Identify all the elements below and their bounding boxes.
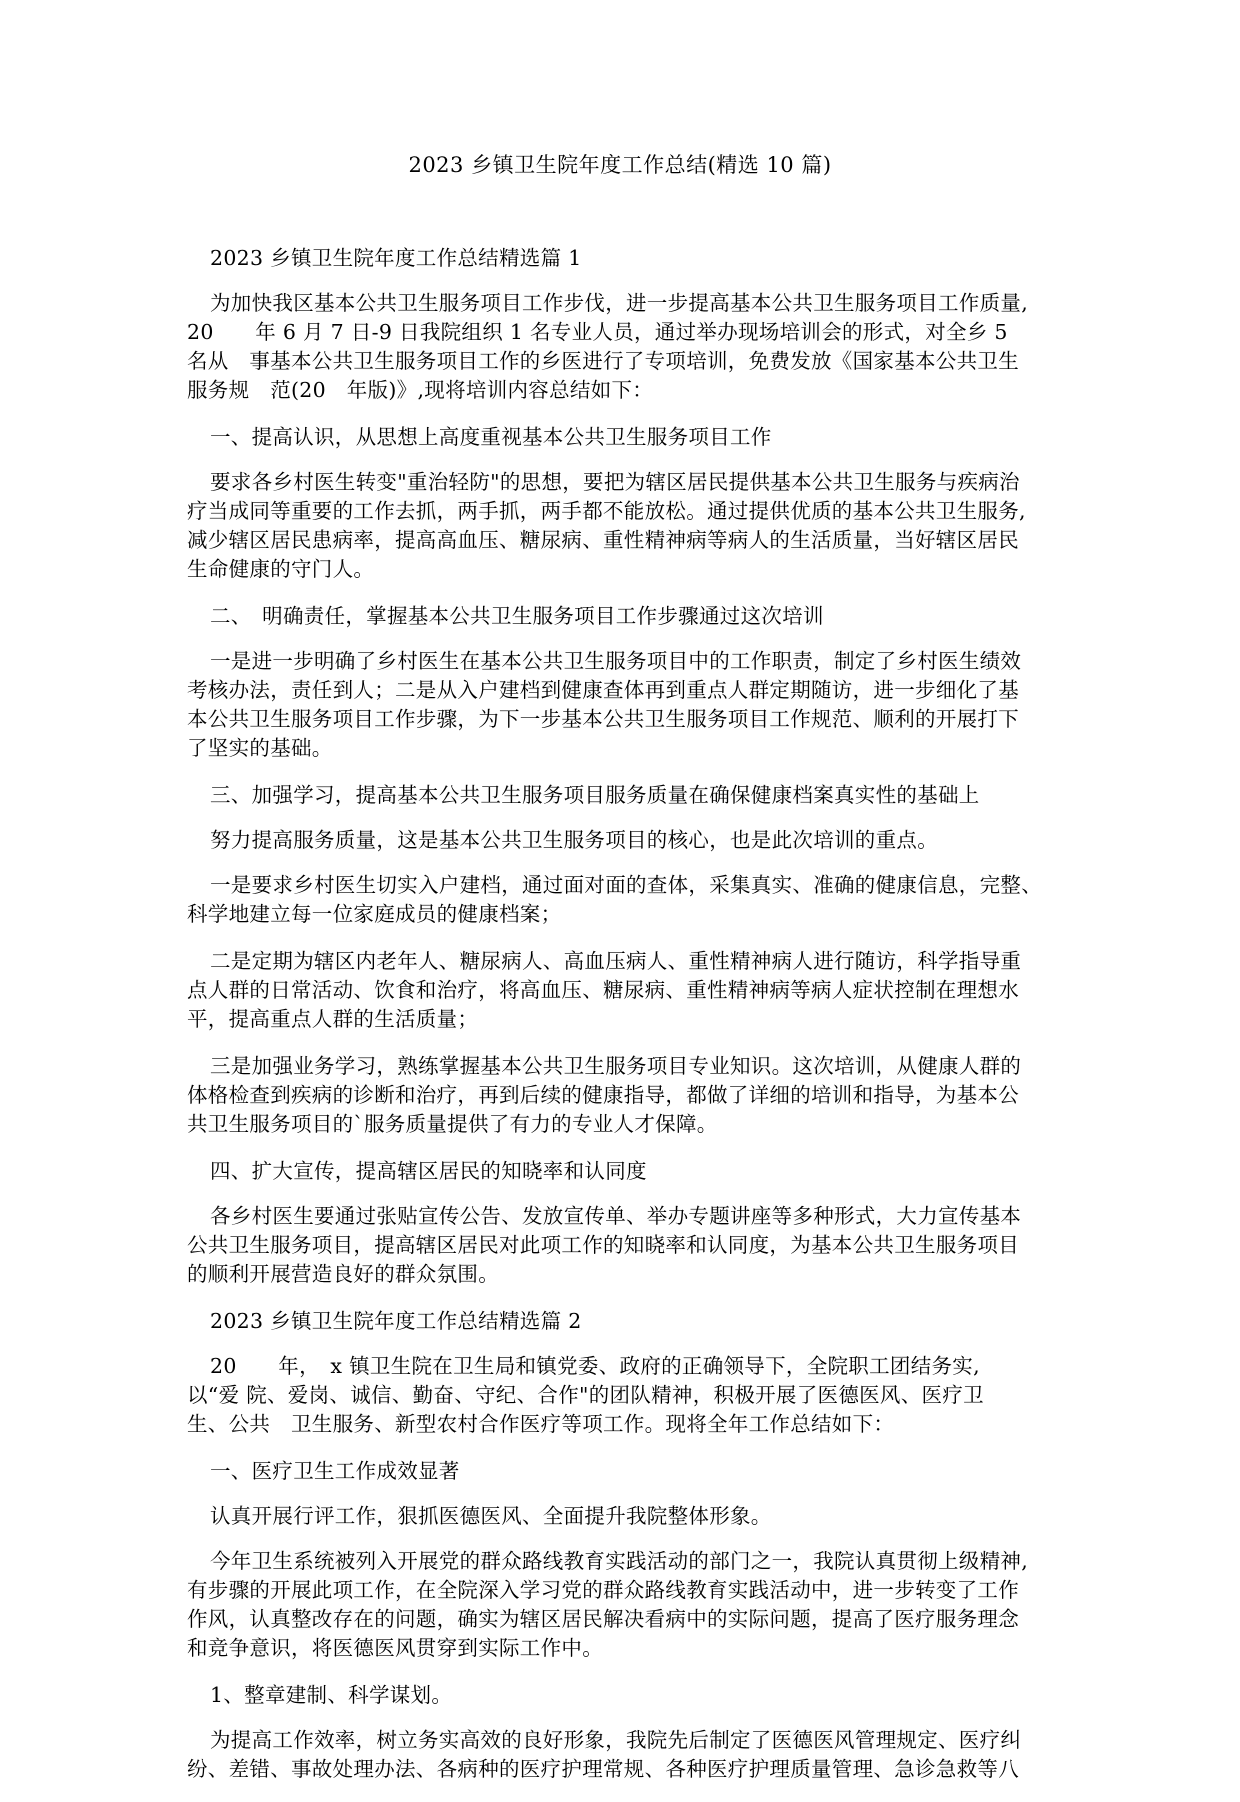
text-line: 公共卫生服务项目，提高辖区居民对此项工作的知晓率和认同度，为基本公共卫生服务项目 — [187, 1233, 1019, 1257]
text-line: 努力提高服务质量，这是基本公共卫生服务项目的核心，也是此次培训的重点。 — [210, 828, 938, 852]
paragraph — [187, 647, 1052, 763]
section-heading — [187, 244, 1052, 273]
text-line: 共卫生服务项目的`服务质量提供了有力的专业人才保障。 — [187, 1112, 718, 1136]
text-line: 体格检查到疾病的诊断和治疗，再到后续的健康指导，都做了详细的培训和指导，为基本公 — [187, 1083, 1019, 1107]
paragraph — [187, 1352, 1052, 1439]
text-line: 疗当成同等重要的工作去抓，两手抓，两手都不能放松。通过提供优质的基本公共卫生服务, — [187, 499, 1026, 523]
text-line: 一是进一步明确了乡村医生在基本公共卫生服务项目中的工作职责，制定了乡村医生绩效 — [210, 649, 1022, 673]
text-line: 平，提高重点人群的生活质量； — [187, 1007, 479, 1031]
text-line: 名从 事基本公共卫生服务项目工作的乡医进行了专项培训，免费发放《国家基本公共卫生 — [187, 349, 1019, 373]
text-line: 科学地建立每一位家庭成员的健康档案； — [187, 902, 562, 926]
text-line: 四、扩大宣传，提高辖区居民的知晓率和认同度 — [210, 1159, 647, 1183]
text-line: 2023 乡镇卫生院年度工作总结精选篇 1 — [210, 246, 582, 270]
paragraph — [187, 1726, 1052, 1784]
document-body — [187, 244, 1052, 1802]
text-line: 今年卫生系统被列入开展党的群众路线教育实践活动的部门之一，我院认真贯彻上级精神, — [210, 1549, 1029, 1573]
text-line: 有步骤的开展此项工作，在全院深入学习党的群众路线教育实践活动中，进一步转变了工作 — [187, 1578, 1019, 1602]
paragraph — [187, 1547, 1052, 1663]
section-heading — [187, 1457, 1052, 1486]
text-line: 20 年 6 月 7 日-9 日我院组织 1 名专业人员，通过举办现场培训会的形式，对全乡 5 — [187, 320, 1008, 344]
text-line: 生命健康的守门人。 — [187, 557, 375, 581]
section-heading — [187, 602, 1052, 631]
text-line: 本公共卫生服务项目工作步骤，为下一步基本公共卫生服务项目工作规范、顺利的开展打下 — [187, 707, 1019, 731]
section-heading — [187, 1681, 1052, 1710]
paragraph — [187, 289, 1052, 405]
text-line: 三是加强业务学习，熟练掌握基本公共卫生服务项目专业知识。这次培训，从健康人群的 — [210, 1054, 1022, 1078]
text-line: 各乡村医生要通过张贴宣传公告、发放宣传单、举办专题讲座等多种形式，大力宣传基本 — [210, 1204, 1022, 1228]
text-line: 为提高工作效率，树立务实高效的良好形象，我院先后制定了医德医风管理规定、医疗纠 — [210, 1728, 1022, 1752]
text-line: 的顺利开展营造良好的群众氛围。 — [187, 1262, 499, 1286]
section-heading — [187, 1157, 1052, 1186]
paragraph — [187, 871, 1052, 929]
text-line: 一、提高认识，从思想上高度重视基本公共卫生服务项目工作 — [210, 425, 772, 449]
paragraph — [187, 1202, 1052, 1289]
paragraph — [187, 1052, 1052, 1139]
text-line: 2023 乡镇卫生院年度工作总结精选篇 2 — [210, 1309, 582, 1333]
section-heading — [187, 826, 1052, 855]
text-line: 二是定期为辖区内老年人、糖尿病人、高血压病人、重性精神病人进行随访，科学指导重 — [210, 949, 1022, 973]
text-line: 1、整章建制、科学谋划。 — [210, 1683, 453, 1707]
text-line: 20 年， x 镇卫生院在卫生局和镇党委、政府的正确领导下，全院职工团结务实, — [210, 1354, 980, 1378]
text-line: 考核办法，责任到人；二是从入户建档到健康查体再到重点人群定期随访，进一步细化了基 — [187, 678, 1019, 702]
text-line: 二、 明确责任，掌握基本公共卫生服务项目工作步骤通过这次培训 — [210, 604, 824, 628]
section-heading — [187, 1502, 1052, 1531]
text-line: 三、加强学习，提高基本公共卫生服务项目服务质量在确保健康档案真实性的基础上 — [210, 783, 980, 807]
text-line: 一是要求乡村医生切实入户建档，通过面对面的查体，采集真实、准确的健康信息，完整、 — [210, 873, 1042, 897]
paragraph — [187, 468, 1052, 584]
text-line: 服务规 范(20 年版)》,现将培训内容总结如下： — [187, 378, 654, 402]
text-line: 生、公共 卫生服务、新型农村合作医疗等项工作。现将全年工作总结如下： — [187, 1412, 895, 1436]
text-line: 一、医疗卫生工作成效显著 — [210, 1459, 460, 1483]
text-line: 和竞争意识，将医德医风贯穿到实际工作中。 — [187, 1636, 603, 1660]
paragraph — [187, 947, 1052, 1034]
text-line: 了坚实的基础。 — [187, 736, 333, 760]
text-line: 减少辖区居民患病率，提高高血压、糖尿病、重性精神病等病人的生活质量，当好辖区居民 — [187, 528, 1019, 552]
text-line: 认真开展行评工作，狠抓医德医风、全面提升我院整体形象。 — [210, 1504, 772, 1528]
document-title: 2023 乡镇卫生院年度工作总结(精选 10 篇) — [408, 153, 832, 177]
text-line: 纷、差错、事故处理办法、各病种的医疗护理常规、各种医疗护理质量管理、急诊急救等八 — [187, 1757, 1019, 1781]
text-line: 以“爱 院、爱岗、诚信、勤奋、守纪、合作"的团队精神，积极开展了医德医风、医疗卫 — [187, 1383, 984, 1407]
section-heading — [187, 1307, 1052, 1336]
text-line: 点人群的日常活动、饮食和治疗，将高血压、糖尿病、重性精神病等病人症状控制在理想水 — [187, 978, 1019, 1002]
section-heading — [187, 423, 1052, 452]
text-line: 作风，认真整改存在的问题，确实为辖区居民解决看病中的实际问题，提高了医疗服务理念 — [187, 1607, 1019, 1631]
text-line: 为加快我区基本公共卫生服务项目工作步伐，进一步提高基本公共卫生服务项目工作质量, — [210, 291, 1029, 315]
text-line: 要求各乡村医生转变"重治轻防"的思想，要把为辖区居民提供基本公共卫生服务与疾病治 — [210, 470, 1020, 494]
section-heading — [187, 781, 1052, 810]
